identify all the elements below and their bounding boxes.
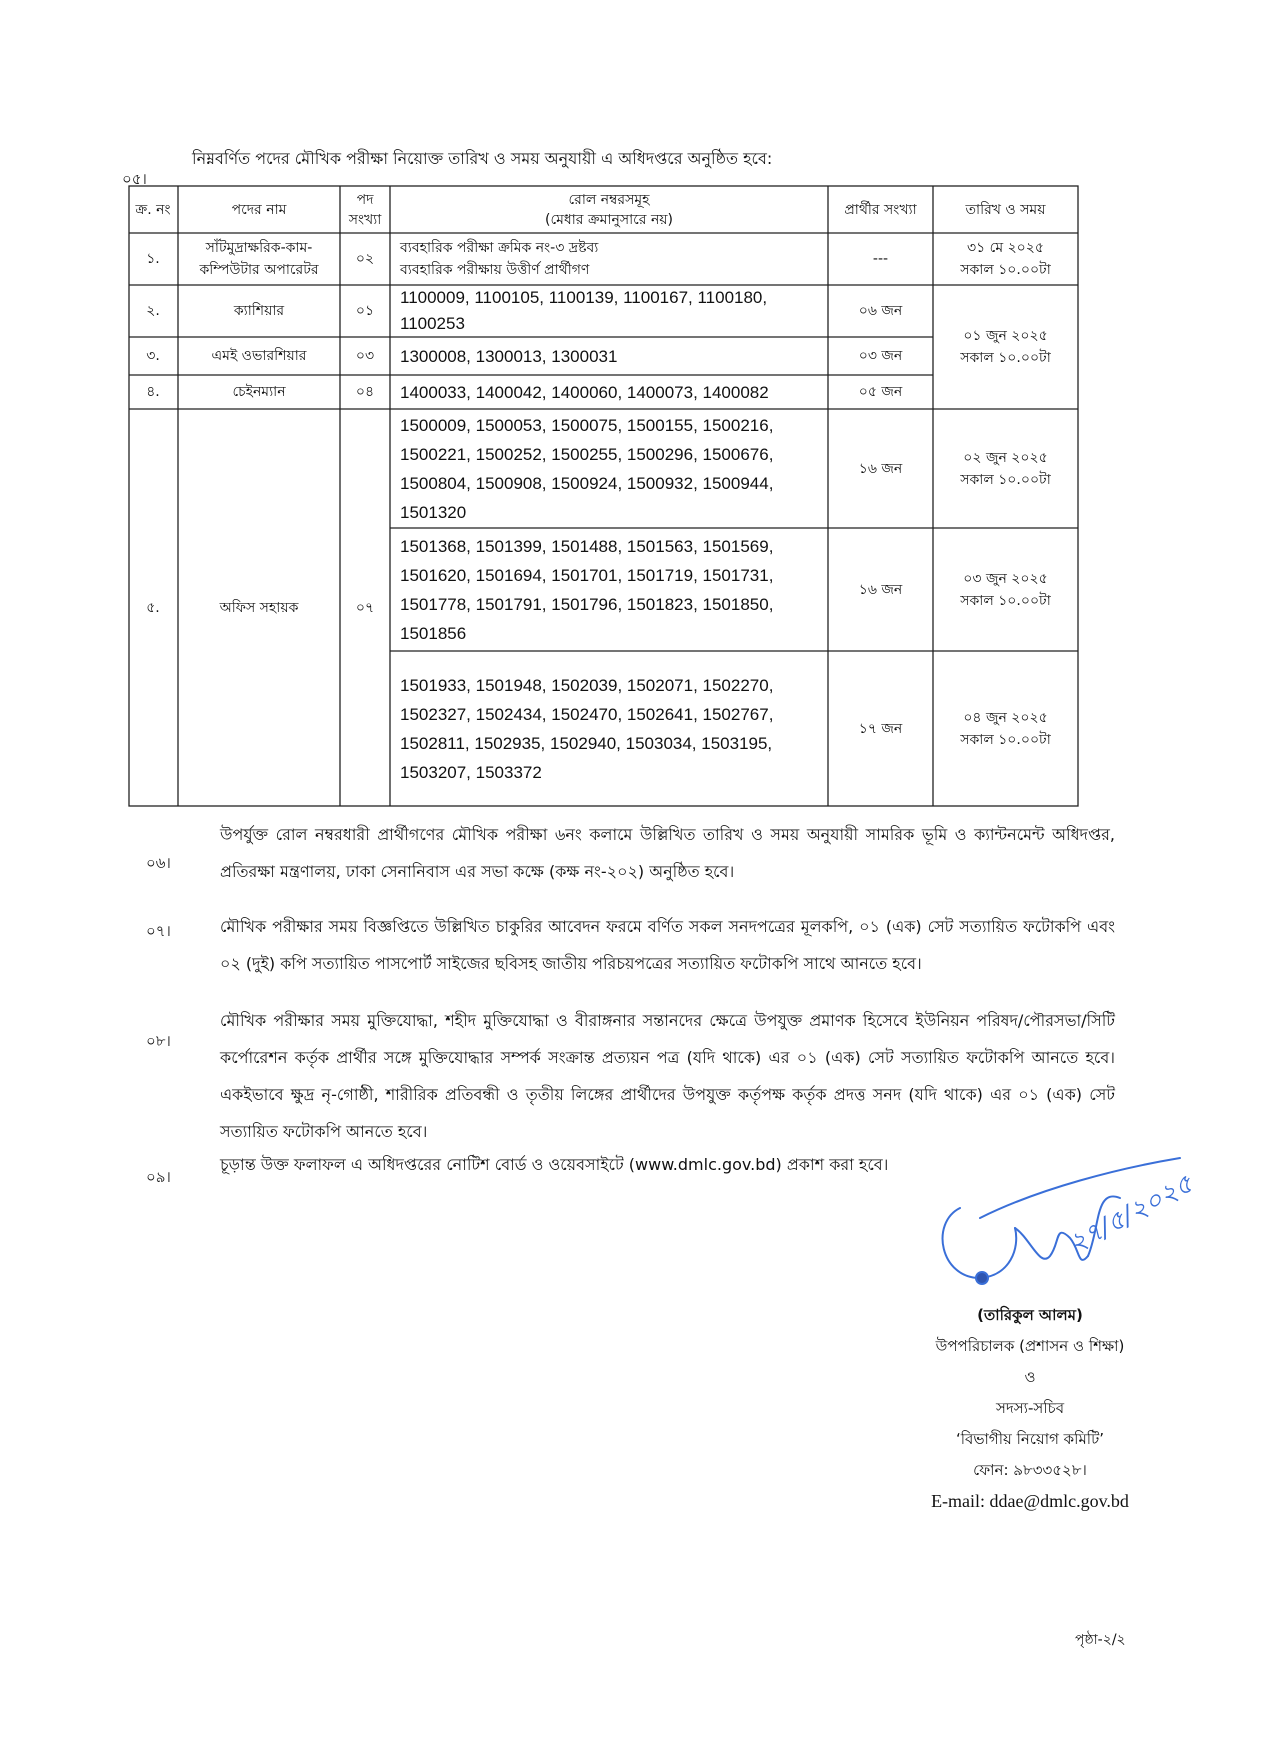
- signatory-role: সদস্য-সচিব: [995, 1399, 1065, 1417]
- row5-part2-roll-line: 1501620, 1501694, 1501701, 1501719, 1501731,: [400, 565, 774, 585]
- row5-part1-roll-numbers: [400, 409, 825, 528]
- row4-candidate-count: ০৫ জন: [858, 384, 903, 400]
- row4-post-count: ০৪: [355, 384, 375, 400]
- section-5-heading: নিম্নবর্ণিত পদের মৌখিক পরীক্ষা নিয়োক্ত তারিখ ও সময় অনুযায়ী এ অধিদপ্তরে অনুষ্ঠিত হবে:: [192, 149, 773, 168]
- row5-part2-time: সকাল ১০.০০টা: [960, 592, 1051, 609]
- row5-part2-roll-line: 1501778, 1501791, 1501796, 1501823, 1501850,: [400, 594, 774, 614]
- row1-candidate-count: ---: [872, 251, 889, 267]
- row5-part1-time: সকাল ১০.০০টা: [960, 471, 1051, 488]
- row3-post-name: এমই ওভারশিয়ার: [211, 348, 307, 364]
- rows2-4-date-time: [933, 285, 1078, 409]
- row5-part2-date-time: [933, 528, 1078, 651]
- row1-roll-numbers: [400, 233, 820, 285]
- row5-part1-roll-line: 1500221, 1500252, 1500255, 1500296, 1500676,: [400, 444, 774, 464]
- row1-serial: ১.: [146, 251, 160, 267]
- row2-roll-numbers: [400, 285, 825, 337]
- row1-roll-line1: ব্যবহারিক পরীক্ষা ক্রমিক নং-৩ দ্রষ্টব্য: [400, 240, 599, 256]
- row1-roll-line2: ব্যবহারিক পরীক্ষায় উত্তীর্ণ প্রার্থীগণ: [400, 262, 590, 278]
- row5-part3-roll-line: 1501933, 1501948, 1502039, 1502071, 1502270,: [400, 675, 774, 695]
- signature-block: [880, 1300, 1180, 1517]
- section-number-8: ০৮।: [146, 1032, 171, 1050]
- row5-post-count: ০৭: [355, 599, 375, 616]
- row5-part3-roll-line: 1503207, 1503372: [400, 762, 542, 782]
- section-7-text: মৌখিক পরীক্ষার সময় বিজ্ঞপ্তিতে উল্লিখিত চাকুরির আবেদন ফরমে বর্ণিত সকল সনদপত্রের মূলকপি, ০১ (এক) সেট সত্যায়িত ফটোকপি এবং ০২ (দুই) কপি সত্যায়িত পাসপোর্ট সাইজের ছবিসহ জাতীয় পরিচয়পত্রের সত্যায়িত ফটোকপি সাথে আনতে হবে।: [220, 917, 1115, 973]
- page-number: পৃষ্ঠা-২/২: [1075, 1632, 1126, 1648]
- section-number-7: ০৭।: [146, 922, 171, 940]
- row5-part2-candidate-count: ১৬ জন: [858, 581, 903, 598]
- section-8-text: মৌখিক পরীক্ষার সময় মুক্তিযোদ্ধা, শহীদ মুক্তিযোদ্ধা ও বীরাঙ্গনার সন্তানদের ক্ষেত্রে উপযুক্ত প্রমাণক হিসেবে ইউনিয়ন পরিষদ/পৌরসভা/সিটি কর্পোরেশন কর্তৃক প্রার্থীর সঙ্গে মুক্তিযোদ্ধার সম্পর্ক সংক্রান্ত প্রত্যয়ন পত্র (যদি থাকে) এর ০১ (এক) সেট সত্যায়িত ফটোকপি আনতে হবে। একইভাবে ক্ষুদ্র নৃ-গোষ্ঠী, শারীরিক প্রতিবন্ধী ও তৃতীয় লিঙ্গের প্রার্থীদের উপযুক্ত কর্তৃপক্ষ কর্তৃক প্রদত্ত সনদ (যদি থাকে) এর ০১ (এক) সেট সত্যায়িত ফটোকপি আনতে হবে।: [220, 1011, 1115, 1141]
- row1-time: সকাল ১০.০০টা: [960, 262, 1051, 278]
- row5-part3-time: সকাল ১০.০০টা: [960, 731, 1051, 748]
- row5-part1-roll-line: 1500804, 1500908, 1500924, 1500932, 1500944,: [400, 473, 774, 493]
- handwritten-signature: [920, 1128, 1200, 1298]
- row5-part3-roll-numbers: [400, 651, 825, 806]
- section-number-9: ০৯।: [146, 1168, 171, 1186]
- row1-post-count: ০২: [355, 251, 375, 267]
- header-candidate-count: প্রার্থীর সংখ্যা: [844, 201, 917, 218]
- row5-part2-date: ০৩ জুন ২০২৫: [963, 570, 1048, 587]
- header-post-count: [340, 186, 390, 233]
- row2-candidate-count: ০৬ জন: [858, 303, 903, 319]
- signatory-email: E-mail: ddae@dmlc.gov.bd: [931, 1491, 1129, 1511]
- header-serial: ক্র. নং: [135, 201, 171, 218]
- row1-date-time: [933, 233, 1078, 285]
- signatory-conjunction: ও: [1024, 1368, 1036, 1386]
- row5-part3-roll-line: 1502327, 1502434, 1502470, 1502641, 1502767,: [400, 704, 774, 724]
- signatory-phone: ফোন: ৯৮৩৩৫২৮।: [973, 1461, 1087, 1479]
- section-number-6: ০৬।: [146, 854, 171, 872]
- row1-post-name: [178, 233, 340, 285]
- row3-post-count: ০৩: [355, 348, 375, 364]
- row4-serial: ৪.: [146, 384, 160, 400]
- section-number-5: ০৫।: [122, 170, 147, 188]
- row5-part1-date: ০২ জুন ২০২৫: [963, 449, 1048, 466]
- section-6-text: উপর্যুক্ত রোল নম্বরধারী প্রার্থীগণের মৌখিক পরীক্ষা ৬নং কলামে উল্লিখিত তারিখ ও সময় অনুযায়ী সামরিক ভূমি ও ক্যান্টনমেন্ট অধিদপ্তর, প্রতিরক্ষা মন্ত্রণালয়, ঢাকা সেনানিবাস এর সভা কক্ষে (কক্ষ নং-২০২) অনুষ্ঠিত হবে।: [220, 825, 1115, 881]
- header-post-count-line2: সংখ্যা: [348, 211, 382, 228]
- row5-part2-roll-line: 1501856: [400, 623, 467, 643]
- row5-part1-roll-line: 1501320: [400, 502, 467, 522]
- row2-post-name: ক্যাশিয়ার: [233, 303, 285, 319]
- section-9-text: চূড়ান্ত উক্ত ফলাফল এ অধিদপ্তরের নোটিশ বোর্ড ও ওয়েবসাইটে (www.dmlc.gov.bd) প্রকাশ করা হবে।: [220, 1155, 889, 1174]
- row4-post-name: চেইনম্যান: [232, 384, 286, 400]
- row3-serial: ৩.: [146, 348, 160, 364]
- row5-part3-roll-line: 1502811, 1502935, 1502940, 1503034, 1503195,: [400, 733, 773, 753]
- row5-part1-roll-line: 1500009, 1500053, 1500075, 1500155, 1500216,: [400, 415, 774, 435]
- row5-part2-roll-numbers: [400, 528, 825, 651]
- header-post-count-line1: পদ: [356, 191, 374, 208]
- row1-post-line2: কম্পিউটার অপারেটর: [199, 262, 319, 278]
- row5-part3-date: ০৪ জুন ২০২৫: [963, 709, 1048, 726]
- row2-post-count: ০১: [355, 303, 375, 319]
- signature-date: ২৭/৫/২০২৫: [1064, 1168, 1199, 1260]
- row5-part2-roll-line: 1501368, 1501399, 1501488, 1501563, 1501569,: [400, 536, 774, 556]
- row5-part1-candidate-count: ১৬ জন: [858, 460, 903, 477]
- row2-serial: ২.: [146, 303, 160, 319]
- row5-part3-date-time: [933, 651, 1078, 806]
- row5-part1-date-time: [933, 409, 1078, 528]
- row2-roll-line2: 1100253: [400, 314, 465, 333]
- row2-roll-line1: 1100009, 1100105, 1100139, 1100167, 1100180,: [400, 288, 768, 307]
- signatory-committee: ‘বিভাগীয় নিয়োগ কমিটি’: [955, 1430, 1105, 1448]
- row1-post-line1: সাঁটমুদ্রাক্ষরিক-কাম-: [205, 240, 313, 256]
- header-post-name: পদের নাম: [231, 201, 287, 218]
- signatory-name: (তারিকুল আলম): [977, 1306, 1083, 1324]
- header-roll-line2: (মেধার ক্রমানুসারে নয়): [544, 211, 674, 228]
- rows2-4-time: সকাল ১০.০০টা: [960, 350, 1051, 366]
- header-date-time: তারিখ ও সময়: [965, 201, 1046, 218]
- row5-part3-candidate-count: ১৭ জন: [858, 720, 903, 737]
- row3-candidate-count: ০৩ জন: [858, 348, 903, 364]
- row1-date: ৩১ মে ২০২৫: [967, 240, 1044, 256]
- row5-serial: ৫.: [146, 599, 160, 616]
- row5-post-name: অফিস সহায়ক: [219, 599, 299, 616]
- row3-roll-numbers: 1300008, 1300013, 1300031: [400, 346, 618, 366]
- row4-roll-numbers: 1400033, 1400042, 1400060, 1400073, 1400082: [400, 382, 769, 402]
- rows2-4-date: ০১ জুন ২০২৫: [963, 328, 1048, 344]
- header-roll-numbers: [390, 186, 828, 233]
- header-roll-line1: রোল নম্বরসমূহ: [568, 191, 650, 208]
- signatory-designation: উপপরিচালক (প্রশাসন ও শিক্ষা): [935, 1337, 1125, 1355]
- interview-schedule-table: [128, 185, 1080, 808]
